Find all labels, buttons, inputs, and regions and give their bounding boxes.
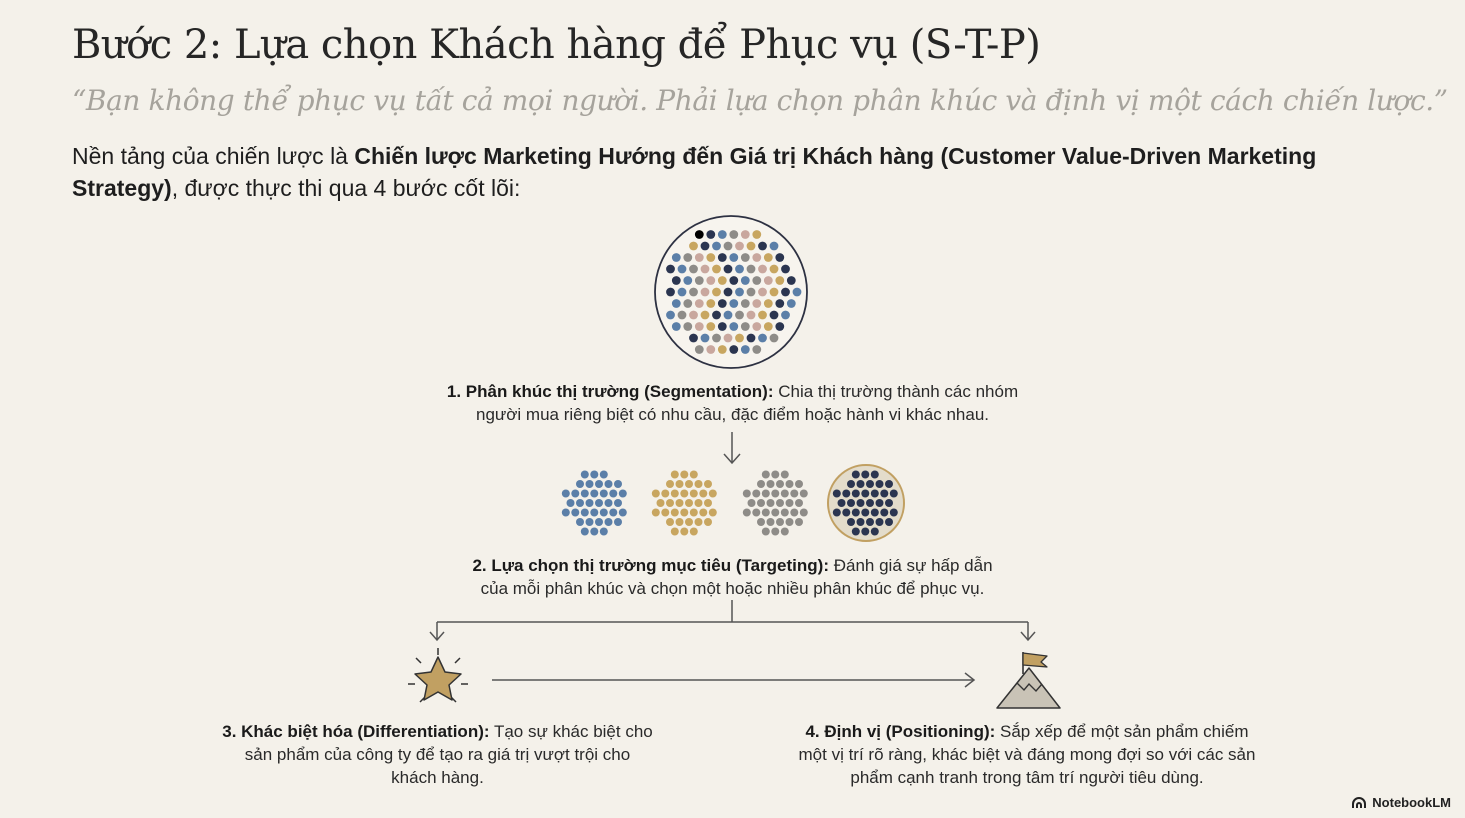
segment-dot [786, 480, 794, 488]
segment-dot [680, 490, 688, 498]
segment-dot [762, 528, 770, 536]
market-dot [741, 276, 750, 285]
segment-dot [757, 480, 765, 488]
market-dot [695, 230, 704, 239]
segment-dot [666, 518, 674, 526]
market-dot [666, 288, 675, 297]
market-dot [735, 265, 744, 274]
market-dot [695, 253, 704, 262]
segment-dot [885, 499, 893, 507]
market-dot [735, 311, 744, 320]
market-dot [724, 288, 733, 297]
segment-dot [871, 509, 879, 517]
step-segmentation [440, 380, 1025, 426]
market-dot [770, 334, 779, 343]
segment-dot [690, 509, 698, 517]
segment-dot [586, 499, 594, 507]
market-dot [718, 253, 727, 262]
segment-dot [790, 509, 798, 517]
segment-dot [695, 499, 703, 507]
market-dot [683, 322, 692, 331]
branch-connector [430, 600, 1035, 640]
segment-dot [743, 490, 751, 498]
market-dot [695, 345, 704, 354]
market-dot [770, 311, 779, 320]
market-dot [718, 322, 727, 331]
market-dot [735, 288, 744, 297]
market-dot [712, 334, 721, 343]
segment-dot [842, 490, 850, 498]
segment-dot [786, 499, 794, 507]
segment-dot [847, 480, 855, 488]
segment-dot [586, 518, 594, 526]
market-dot [747, 334, 756, 343]
segment-dot [847, 499, 855, 507]
segment-dot [786, 518, 794, 526]
market-dot [701, 334, 710, 343]
segment-dot [771, 490, 779, 498]
market-dot [729, 230, 738, 239]
market-dot [695, 299, 704, 308]
segment-dot [861, 490, 869, 498]
market-dot [752, 299, 761, 308]
market-dot [695, 322, 704, 331]
market-dot [683, 253, 692, 262]
market-dot [672, 299, 681, 308]
segment-dot [776, 499, 784, 507]
market-dot [747, 265, 756, 274]
segment-dot [861, 509, 869, 517]
market-dot [781, 265, 790, 274]
segment-dot [699, 509, 707, 517]
segment-dot [609, 509, 617, 517]
market-dot [712, 265, 721, 274]
segment-dot [876, 499, 884, 507]
market-dot [787, 299, 796, 308]
step-positioning-text: Sắp xếp để một sản phẩm chiếm một vị trí rõ ràng, khác biệt và đáng mong đợi so với các sản phẩm cạnh tranh trong tâm trí người tiêu dùng. [798, 722, 1256, 787]
segment-dot [776, 480, 784, 488]
segment-dot [767, 518, 775, 526]
market-dot [689, 242, 698, 251]
market-dot [718, 276, 727, 285]
segment-dot [690, 471, 698, 479]
market-dot [689, 265, 698, 274]
segment-dot [576, 480, 584, 488]
segment-dot [605, 499, 613, 507]
segment-dot [876, 480, 884, 488]
market-dot [729, 299, 738, 308]
market-dot [775, 253, 784, 262]
segment-dot [861, 471, 869, 479]
segment-dot [671, 490, 679, 498]
segment-dot [748, 499, 756, 507]
market-dot [793, 288, 802, 297]
segment-dot [567, 499, 575, 507]
market-dot [678, 311, 687, 320]
segment-dot [767, 499, 775, 507]
segment-dot [857, 480, 865, 488]
segment-dot [581, 490, 589, 498]
market-dot [729, 322, 738, 331]
segment-dot [661, 490, 669, 498]
market-dot [787, 276, 796, 285]
market-dot [701, 288, 710, 297]
segment-dot [704, 480, 712, 488]
market-dot [666, 311, 675, 320]
step-segmentation-text: Chia thị trường thành các nhóm người mua riêng biệt có nhu cầu, đặc điểm hoặc hành vi khác nhau. [475, 382, 1019, 424]
mountain-flag-icon [997, 652, 1060, 708]
brand-label: NotebookLM [1372, 795, 1451, 810]
market-dot [689, 288, 698, 297]
segment-dot [790, 490, 798, 498]
segment-dot [871, 528, 879, 536]
segment-dot [695, 480, 703, 488]
market-dot [701, 311, 710, 320]
segment-dot [876, 518, 884, 526]
segment-dot [562, 509, 570, 517]
segment-dot [762, 509, 770, 517]
segment-dot [752, 490, 760, 498]
segment-dot [833, 509, 841, 517]
segment-dot [581, 509, 589, 517]
segment-dot [704, 499, 712, 507]
segment-dot [880, 509, 888, 517]
market-dot [747, 288, 756, 297]
segment-dot [671, 509, 679, 517]
segment-dot [767, 480, 775, 488]
market-dot [706, 299, 715, 308]
segment-dot [861, 528, 869, 536]
market-dot [758, 288, 767, 297]
market-dot [775, 299, 784, 308]
segment-dot [852, 471, 860, 479]
segment-dot [795, 518, 803, 526]
segment-dot [704, 518, 712, 526]
market-dot [724, 242, 733, 251]
intro-prefix: Nền tảng của chiến lược là [72, 143, 355, 169]
step-positioning-label: 4. Định vị (Positioning): [805, 722, 996, 741]
segment-dot [890, 490, 898, 498]
market-dot [689, 334, 698, 343]
segment-dot [590, 528, 598, 536]
market-dot [724, 311, 733, 320]
market-dot [758, 311, 767, 320]
segment-dot [838, 499, 846, 507]
market-dot [752, 230, 761, 239]
segment-dot [871, 471, 879, 479]
segment-dot [847, 518, 855, 526]
market-dot [729, 253, 738, 262]
segment-dot [680, 528, 688, 536]
market-dot [695, 276, 704, 285]
segment-dot [680, 509, 688, 517]
segment-dot [857, 518, 865, 526]
market-dot [683, 276, 692, 285]
market-dot [781, 311, 790, 320]
market-dot [741, 299, 750, 308]
market-dot [752, 345, 761, 354]
market-dot [735, 334, 744, 343]
step-targeting-text: Đánh giá sự hấp dẫn của mỗi phân khúc và chọn một hoặc nhiều phân khúc để phục vụ. [480, 556, 993, 598]
segment-dot [690, 528, 698, 536]
market-dot [672, 276, 681, 285]
segment-dot [676, 499, 684, 507]
market-dot [741, 230, 750, 239]
segment-cluster-icon [743, 471, 808, 536]
segment-dot [776, 518, 784, 526]
segment-dot [619, 509, 627, 517]
segment-dot [699, 490, 707, 498]
segment-dot [771, 528, 779, 536]
market-circle-icon [655, 216, 807, 368]
segment-dot [885, 518, 893, 526]
segment-dot [800, 509, 808, 517]
market-dot [770, 265, 779, 274]
segment-dot [600, 471, 608, 479]
segment-dot [581, 471, 589, 479]
market-dot [770, 242, 779, 251]
segment-dot [600, 490, 608, 498]
segment-dot [762, 471, 770, 479]
market-dot [718, 230, 727, 239]
step-differentiation-label: 3. Khác biệt hóa (Differentiation): [222, 722, 490, 741]
segment-dot [866, 518, 874, 526]
segment-dot [661, 509, 669, 517]
segment-dot [880, 490, 888, 498]
market-dot [729, 276, 738, 285]
market-dot [712, 288, 721, 297]
market-dot [764, 253, 773, 262]
segment-dot [671, 471, 679, 479]
segment-dot [852, 490, 860, 498]
segment-dot [614, 480, 622, 488]
market-dot [752, 253, 761, 262]
segment-dot [652, 490, 660, 498]
market-dot [689, 311, 698, 320]
market-dot [724, 265, 733, 274]
segment-dot [595, 499, 603, 507]
market-dot [735, 242, 744, 251]
step-targeting [470, 554, 995, 600]
market-dot [672, 322, 681, 331]
market-dot [718, 299, 727, 308]
segment-dot [871, 490, 879, 498]
step-segmentation-label: 1. Phân khúc thị trường (Segmentation): [446, 382, 774, 401]
segment-dot [833, 490, 841, 498]
market-dot [678, 265, 687, 274]
segment-cluster-icon [828, 465, 904, 541]
segment-dot [795, 480, 803, 488]
segment-dot [757, 499, 765, 507]
step-targeting-label: 2. Lựa chọn thị trường mục tiêu (Targeting): [472, 556, 829, 575]
market-dot [718, 345, 727, 354]
segment-dot [562, 490, 570, 498]
segment-dot [676, 480, 684, 488]
market-dot [701, 265, 710, 274]
segment-dot [781, 471, 789, 479]
page-subtitle-quote: “Bạn không thể phục vụ tất cả mọi người. Phải lựa chọn phân khúc và định vị một cách chiến lược.” [72, 84, 1448, 117]
market-dot [672, 253, 681, 262]
segment-dot [581, 528, 589, 536]
page-title: Bước 2: Lựa chọn Khách hàng để Phục vụ (S-T-P) [72, 22, 1041, 68]
market-dot [741, 253, 750, 262]
segment-dot [614, 518, 622, 526]
segment-cluster-icon [562, 471, 627, 536]
segment-dot [781, 490, 789, 498]
segment-dot [852, 509, 860, 517]
market-dot [706, 230, 715, 239]
segment-dot [590, 509, 598, 517]
segment-dot [771, 471, 779, 479]
segment-dot [576, 518, 584, 526]
market-dot [741, 322, 750, 331]
segment-dot [885, 480, 893, 488]
segment-dot [743, 509, 751, 517]
segment-dot [605, 518, 613, 526]
segment-dot [709, 490, 717, 498]
arrow-down-icon [724, 432, 740, 463]
segment-dot [800, 490, 808, 498]
market-dot [729, 345, 738, 354]
market-dot [706, 276, 715, 285]
market-dot [712, 242, 721, 251]
segment-dot [666, 499, 674, 507]
segment-dot [890, 509, 898, 517]
market-dot [764, 322, 773, 331]
segment-dot [680, 471, 688, 479]
market-dot [678, 288, 687, 297]
segment-dot [842, 509, 850, 517]
segment-dot [676, 518, 684, 526]
segment-dot [857, 499, 865, 507]
segment-dot [866, 499, 874, 507]
market-dot [764, 276, 773, 285]
market-dot [706, 253, 715, 262]
segment-dot [781, 509, 789, 517]
segment-dot [752, 509, 760, 517]
segment-cluster-icon [652, 471, 717, 536]
intro-strategy-name: Chiến lược Marketing Hướng đến Giá trị Khách hàng (Customer Value-Driven Marketing Strategy) [72, 143, 1317, 201]
step-differentiation [220, 720, 655, 789]
segment-dot [614, 499, 622, 507]
segment-clusters [562, 465, 904, 541]
intro-suffix: , được thực thi qua 4 bước cốt lõi: [171, 175, 521, 201]
segment-dot [671, 528, 679, 536]
segment-dot [619, 490, 627, 498]
step-positioning [792, 720, 1262, 789]
segment-dot [762, 490, 770, 498]
segment-dot [781, 528, 789, 536]
segment-dot [690, 490, 698, 498]
market-dot [683, 299, 692, 308]
market-dot [701, 242, 710, 251]
market-dot [775, 276, 784, 285]
segment-dot [590, 471, 598, 479]
star-icon [408, 648, 468, 702]
market-dot [712, 311, 721, 320]
segment-dot [595, 518, 603, 526]
market-dot [666, 265, 675, 274]
segment-dot [709, 509, 717, 517]
market-dot [775, 322, 784, 331]
market-dot [781, 288, 790, 297]
segment-dot [605, 480, 613, 488]
market-dot [764, 299, 773, 308]
segment-dot [571, 509, 579, 517]
segment-dot [852, 528, 860, 536]
segment-dot [866, 480, 874, 488]
market-dot [741, 345, 750, 354]
segment-dot [657, 499, 665, 507]
segment-dot [685, 518, 693, 526]
segment-dot [685, 480, 693, 488]
segment-dot [695, 518, 703, 526]
segment-dot [771, 509, 779, 517]
market-dot [747, 311, 756, 320]
market-dot [758, 334, 767, 343]
arrow-right-icon [492, 673, 974, 687]
market-dot [706, 322, 715, 331]
market-dot [706, 345, 715, 354]
segment-dot [666, 480, 674, 488]
segment-dot [757, 518, 765, 526]
market-dot [752, 322, 761, 331]
segment-dot [595, 480, 603, 488]
segment-dot [600, 509, 608, 517]
segment-dot [571, 490, 579, 498]
segment-dot [590, 490, 598, 498]
segment-dot [652, 509, 660, 517]
market-dot [724, 334, 733, 343]
market-dot [770, 288, 779, 297]
segment-dot [576, 499, 584, 507]
market-dot [752, 276, 761, 285]
market-dot [747, 242, 756, 251]
market-dot [758, 242, 767, 251]
segment-dot [586, 480, 594, 488]
segment-dot [600, 528, 608, 536]
notebooklm-brand [1351, 795, 1451, 810]
market-dot [758, 265, 767, 274]
notebooklm-logo-icon [1351, 797, 1367, 809]
segment-dot [609, 490, 617, 498]
segment-dot [685, 499, 693, 507]
segment-dot [795, 499, 803, 507]
step-differentiation-text: Tạo sự khác biệt cho sản phẩm của công ty để tạo ra giá trị vượt trội cho khách hàng. [244, 722, 653, 787]
